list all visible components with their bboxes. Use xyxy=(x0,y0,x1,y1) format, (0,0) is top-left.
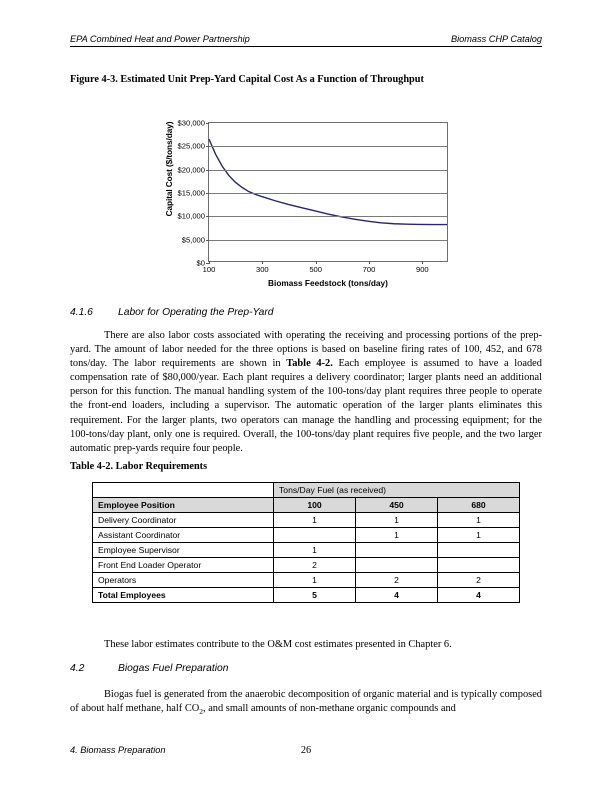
section-title-4-1-6: Labor for Operating the Prep-Yard xyxy=(118,307,274,318)
chart-x-tick-mark xyxy=(316,261,317,264)
table-cell xyxy=(438,558,520,573)
section-heading-4-2 xyxy=(70,663,228,674)
table-cell: 1 xyxy=(438,513,520,528)
table-cell xyxy=(438,543,520,558)
table-row xyxy=(93,558,520,573)
chart-y-tick-label: $10,000 xyxy=(177,211,205,221)
table-span-header: Tons/Day Fuel (as received) xyxy=(274,483,520,498)
chart-y-tick-label: $20,000 xyxy=(177,165,205,175)
table-column-header-100: 100 xyxy=(274,498,356,513)
table-cell xyxy=(274,528,356,543)
table-cell: 1 xyxy=(356,513,438,528)
table-cell: 1 xyxy=(274,513,356,528)
table-cell: 1 xyxy=(438,528,520,543)
chart-y-tick-label: $0 xyxy=(196,258,205,268)
table-total-label: Total Employees xyxy=(93,588,274,603)
table-row-label: Delivery Coordinator xyxy=(93,513,274,528)
chart-gridline xyxy=(209,146,447,147)
chart-x-tick-mark xyxy=(209,261,210,264)
chart-y-tick-label: $30,000 xyxy=(177,118,205,128)
section-title-4-2: Biogas Fuel Preparation xyxy=(118,663,229,674)
table-column-header-450: 450 xyxy=(356,498,438,513)
chart-y-tick-label: $5,000 xyxy=(181,235,205,245)
table-row xyxy=(93,573,520,588)
section-4-2-paragraph: Biogas fuel is generated from the anaerobic decomposition of organic material and is typically composed of about half methane, half $CO_2$, and small amounts of non-methane organic compounds and xyxy=(70,689,542,717)
chart-x-tick-label: 900 xyxy=(415,265,429,274)
table-column-header-position: Employee Position xyxy=(93,498,274,513)
table-cell xyxy=(356,543,438,558)
chart-gridline xyxy=(209,170,447,171)
table-row-label: Operators xyxy=(93,573,274,588)
chart-y-tick-mark xyxy=(206,193,209,194)
chart-x-tick-mark xyxy=(262,261,263,264)
chart-x-tick-label: 100 xyxy=(202,265,216,274)
figure-caption: Figure 4-3. Estimated Unit Prep-Yard Capital Cost As a Function of Throughput xyxy=(70,74,424,85)
table-total-cell: 5 xyxy=(274,588,356,603)
table-cell: 1 xyxy=(356,528,438,543)
table-row-label: Assistant Coordinator xyxy=(93,528,274,543)
table-corner-blank xyxy=(93,483,274,498)
page-number: 26 xyxy=(300,745,312,756)
chart-y-tick-label: $15,000 xyxy=(177,188,205,198)
chart-gridline xyxy=(209,216,447,217)
table-header-row xyxy=(93,498,520,513)
table-total-row xyxy=(93,588,520,603)
page-footer xyxy=(70,745,542,755)
table-span-header-row xyxy=(93,483,520,498)
chart-gridline xyxy=(209,193,447,194)
chart-y-tick-mark xyxy=(206,170,209,171)
chart-x-tick-label: 300 xyxy=(255,265,269,274)
section-heading-4-1-6 xyxy=(70,307,274,318)
chart-x-axis-title: Biomass Feedstock (tons/day) xyxy=(268,278,388,288)
chart-x-tick-mark xyxy=(369,261,370,264)
table-row-label: Front End Loader Operator xyxy=(93,558,274,573)
chart-y-tick-mark xyxy=(206,240,209,241)
chart-plot-area xyxy=(177,118,448,274)
table-cell: 1 xyxy=(274,543,356,558)
section-number-4-2: 4.2 xyxy=(70,663,85,674)
labor-requirements-table xyxy=(92,482,520,603)
table-cell: 2 xyxy=(274,558,356,573)
table-cell: 2 xyxy=(356,573,438,588)
chart-y-tick-mark xyxy=(206,123,209,124)
section-4-1-6-paragraph: There are also labor costs associated with operating the receiving and processing portions of the prep-yard. The amount of labor needed for the three options is based on baseline firing rates of 100, 452, and 678 tons/day. The labor requirements are shown in Table 4-2. Each employee is assumed to have a loaded compensation rate of $80,000/year. Each plant requires a delivery coordinator; larger plants need an additional person for this function. The manual handling system of the 100-tons/day plant requires three people to operate the front-end loaders, including a supervisor. The automatic operation of the larger plants eliminates this requirement. For the larger plants, two operators can manage the handling and processing equipment; for the 100-tons/day plant, only one is required. Overall, the 100-tons/day plant requires five people, and the two larger automatic prep-yards require four people. xyxy=(70,330,542,454)
table-caption: Table 4-2. Labor Requirements xyxy=(70,461,208,472)
table-column-header-680: 680 xyxy=(438,498,520,513)
closing-paragraph: These labor estimates contribute to the O&M cost estimates presented in Chapter 6. xyxy=(104,639,452,650)
chart-y-tick-mark xyxy=(206,216,209,217)
table-total-cell: 4 xyxy=(438,588,520,603)
table-cell xyxy=(356,558,438,573)
running-head-left: EPA Combined Heat and Power Partnership xyxy=(70,34,250,44)
table-row xyxy=(93,528,520,543)
section-number-4-1-6: 4.1.6 xyxy=(70,307,93,318)
chart-x-tick-label: 700 xyxy=(362,265,376,274)
chart-y-axis-title: Capital Cost ($/tons/day) xyxy=(164,121,174,217)
figure-chart xyxy=(70,112,542,297)
chart-y-tick-label: $25,000 xyxy=(177,141,205,151)
table-row-label: Employee Supervisor xyxy=(93,543,274,558)
chart-y-tick-mark xyxy=(206,146,209,147)
footer-left: 4. Biomass Preparation xyxy=(70,745,166,755)
chart-x-tick-label: 500 xyxy=(309,265,322,274)
chart-gridline xyxy=(209,240,447,241)
chart-series-line xyxy=(209,139,447,224)
table-cell: 1 xyxy=(274,573,356,588)
chart-x-tick-mark xyxy=(422,261,423,264)
running-head-right: Biomass CHP Catalog xyxy=(450,34,542,44)
table-row xyxy=(93,543,520,558)
table-row xyxy=(93,513,520,528)
table-cell: 2 xyxy=(438,573,520,588)
running-head xyxy=(70,34,542,47)
table-total-cell: 4 xyxy=(356,588,438,603)
